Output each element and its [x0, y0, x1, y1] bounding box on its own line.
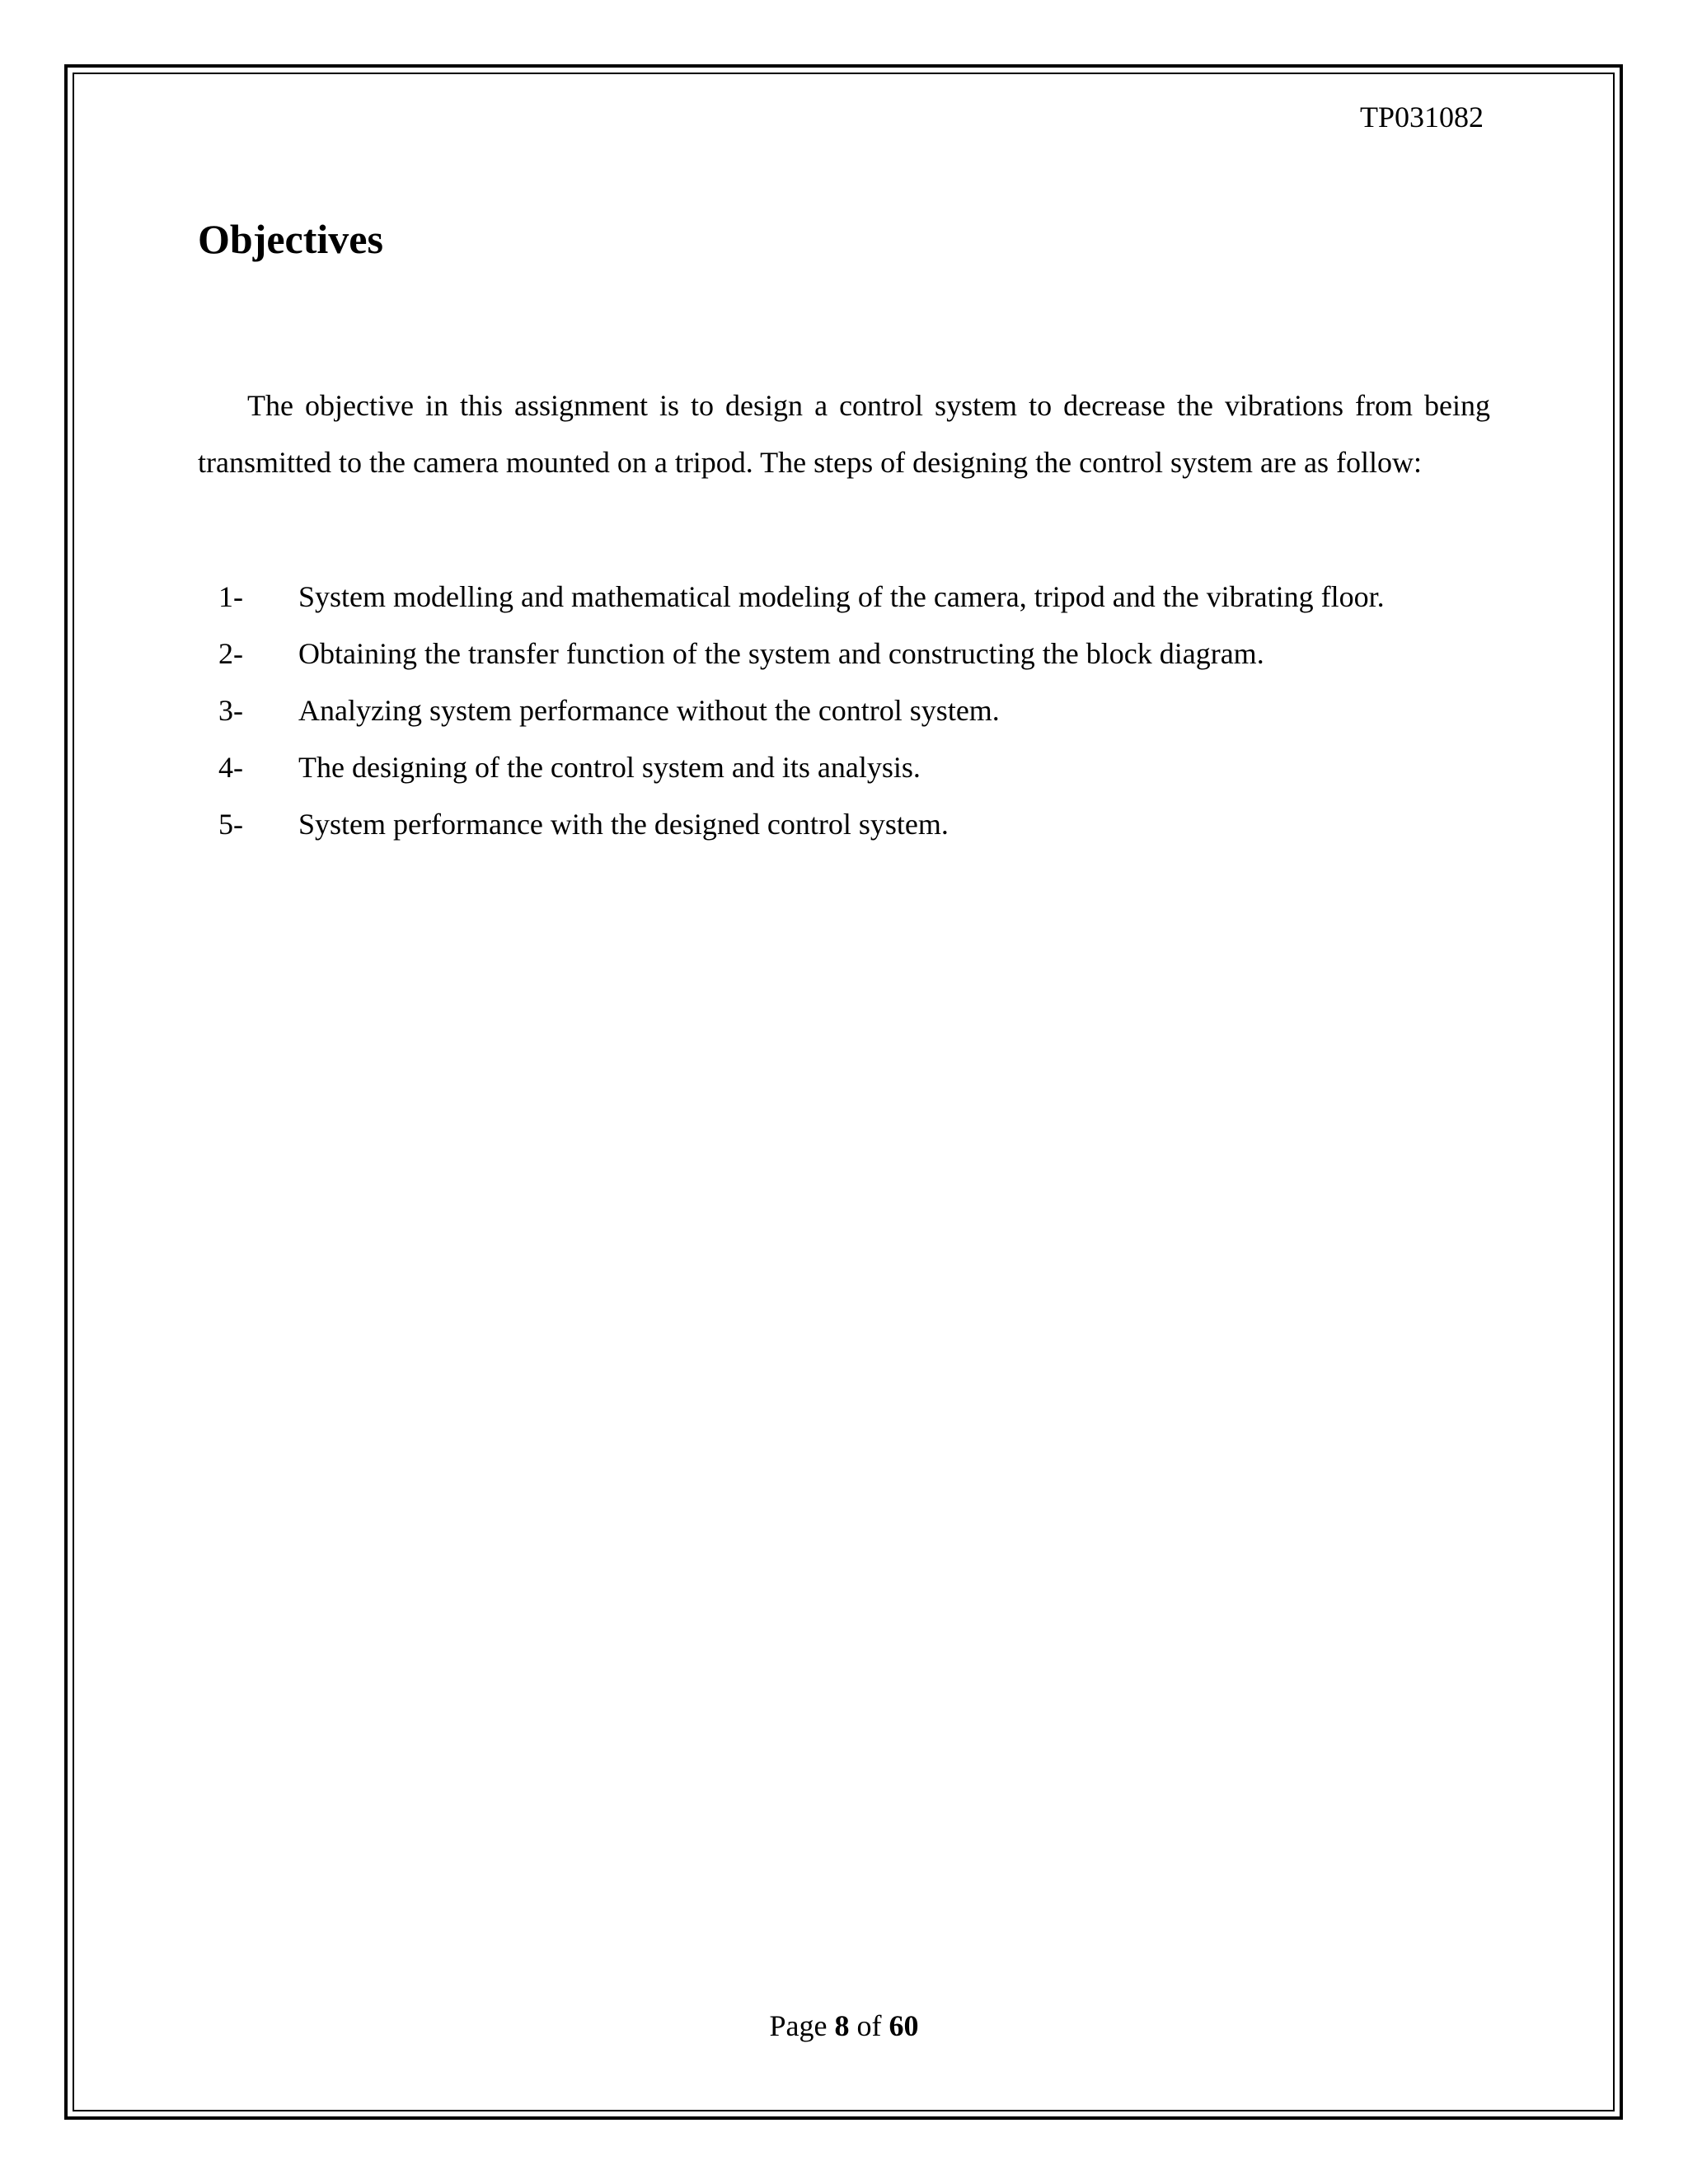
list-item: [198, 682, 1492, 739]
document-id: TP031082: [1359, 101, 1484, 134]
list-item-text: System performance with the designed control system.: [298, 808, 949, 841]
steps-list: [198, 569, 1492, 853]
section-heading: Objectives: [198, 216, 383, 262]
list-item-number: 4-: [218, 751, 243, 784]
current-page-number: 8: [834, 2009, 850, 2042]
list-item-number: 5-: [218, 808, 243, 841]
list-item-number: 3-: [218, 694, 243, 727]
intro-paragraph: The objective in this assignment is to design a control system to decrease the vibrations from being transmitted to the camera mounted on a tripod. The steps of designing the control system are as follow:: [198, 389, 1490, 479]
list-item: [198, 569, 1492, 626]
list-item-text: Obtaining the transfer function of the system and constructing the block diagram.: [298, 637, 1264, 670]
list-item-number: 2-: [218, 637, 243, 670]
list-item: [198, 739, 1492, 796]
list-item: [198, 796, 1492, 853]
page-label: Page: [769, 2009, 828, 2042]
page-footer: [0, 2006, 1688, 2046]
list-item-text: The designing of the control system and its analysis.: [298, 751, 921, 784]
list-item: [198, 626, 1492, 682]
list-item-text: System modelling and mathematical modeling of the camera, tripod and the vibrating floor.: [298, 580, 1385, 613]
page-of-label: of: [856, 2009, 882, 2042]
list-item-number: 1-: [218, 580, 243, 613]
list-item-text: Analyzing system performance without the control system.: [298, 694, 1000, 727]
total-page-count: 60: [889, 2009, 919, 2042]
